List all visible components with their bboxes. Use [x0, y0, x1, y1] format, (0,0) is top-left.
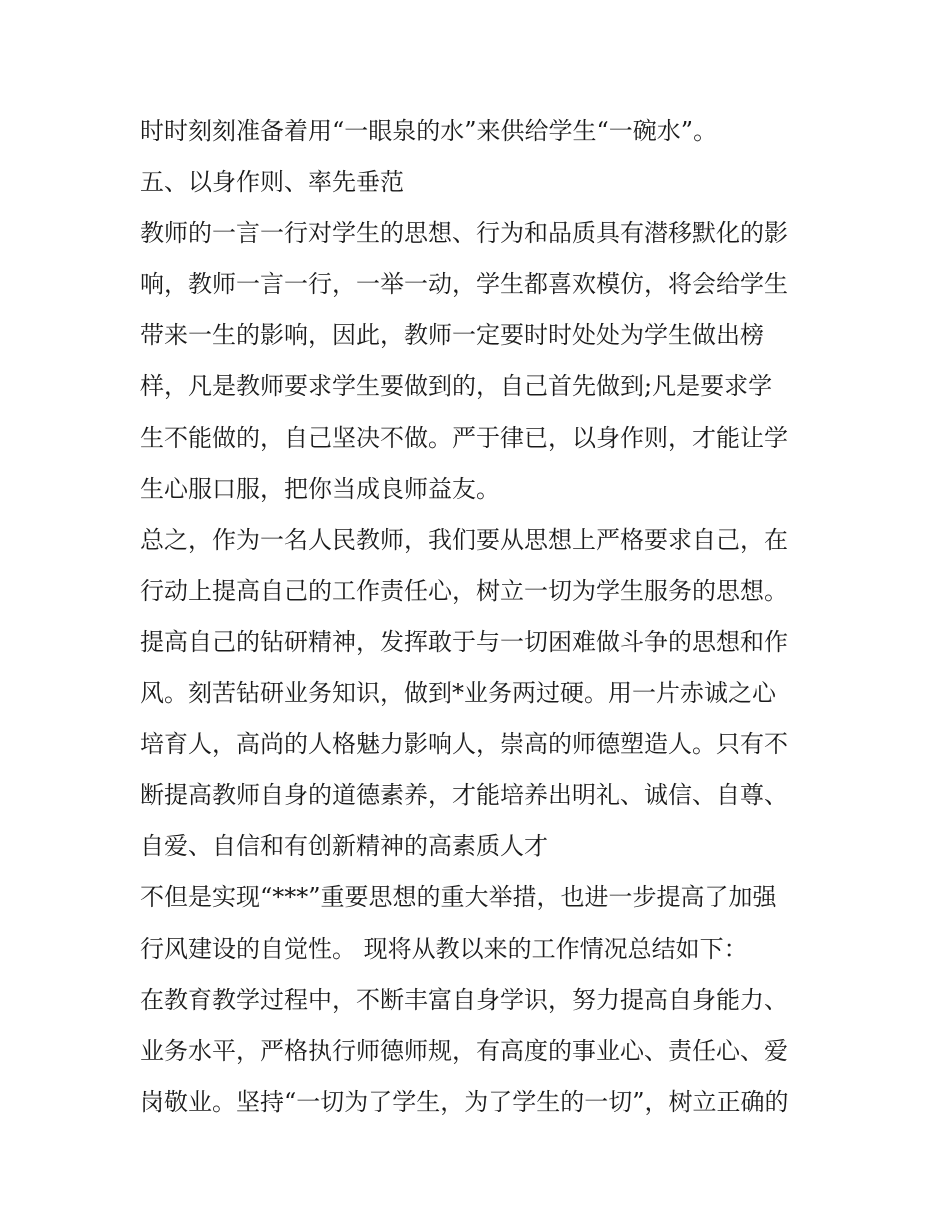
- text-line: 教师的一言一行对学生的思想、行为和品质具有潜移默化的影: [140, 219, 788, 248]
- text-line: 时时刻刻准备着用“一眼泉的水”来供给学生“一碗水”。: [140, 117, 718, 145]
- text-line: 岗敬业。坚持“一切为了学生，为了学生的一切”，树立正确的: [140, 1087, 789, 1116]
- text-line: 在教育教学过程中，不断丰富自身学识，努力提高自身能力、: [140, 985, 788, 1014]
- text-line: 断提高教师自身的道德素养，才能培养出明礼、诚信、自尊、: [140, 781, 788, 810]
- text-line: 行风建设的自觉性。 现将从教以来的工作情况总结如下：: [140, 934, 748, 963]
- text-line: 提高自己的钻研精神，发挥敢于与一切困难做斗争的思想和作: [140, 627, 788, 656]
- text-line: 带来一生的影响，因此，教师一定要时时处处为学生做出榜: [140, 321, 764, 350]
- text-line: 总之，作为一名人民教师，我们要从思想上严格要求自己，在: [140, 525, 788, 554]
- text-line: 生不能做的，自己坚决不做。严于律已，以身作则，才能让学: [140, 423, 788, 452]
- text-line: 自爱、自信和有创新精神的高素质人才: [140, 832, 548, 861]
- section-heading: 五、以身作则、率先垂范: [140, 168, 404, 197]
- document-body: [140, 106, 830, 1128]
- text-line: 样，凡是教师要求学生要做到的，自己首先做到;凡是要求学: [140, 372, 773, 401]
- text-line: 行动上提高自己的工作责任心，树立一切为学生服务的思想。: [140, 576, 788, 605]
- text-line: 业务水平，严格执行师德师规，有高度的事业心、责任心、爱: [140, 1036, 788, 1065]
- text-line: 不但是实现“***”重要思想的重大举措，也进一步提高了加强: [140, 883, 777, 912]
- text-line: 生心服口服，把你当成良师益友。: [140, 474, 500, 503]
- text-line: 响，教师一言一行，一举一动，学生都喜欢模仿，将会给学生: [140, 270, 788, 299]
- text-line: 培育人，高尚的人格魅力影响人，崇高的师德塑造人。只有不: [140, 730, 788, 759]
- text-line: 风。刻苦钻研业务知识，做到*业务两过硬。用一片赤诚之心: [140, 679, 776, 708]
